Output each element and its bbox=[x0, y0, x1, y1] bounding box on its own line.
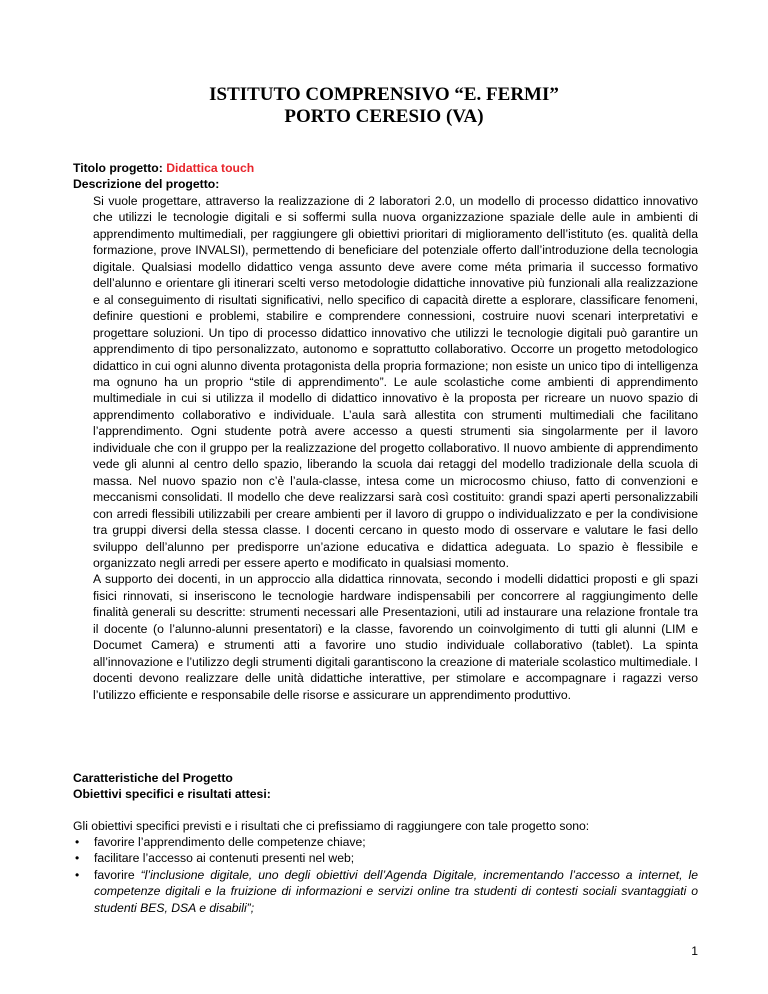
list-item-text bbox=[94, 867, 698, 916]
description-label: Descrizione del progetto: bbox=[73, 177, 220, 191]
project-description bbox=[93, 193, 698, 703]
bullet-icon: • bbox=[75, 867, 80, 882]
page-number: 1 bbox=[691, 944, 698, 958]
objectives-heading: Obiettivi specifici e risultati attesi: bbox=[73, 787, 271, 801]
school-name: ISTITUTO COMPRENSIVO “E. FERMI” bbox=[209, 84, 559, 105]
school-header bbox=[0, 84, 768, 128]
project-title-label: Titolo progetto: bbox=[73, 161, 167, 175]
description-paragraph: Si vuole progettare, attraverso la realizzazione di 2 laboratori 2.0, un modello di processo didattico innovativo che utilizzi le tecnologie digitali e si soffermi sulla nuova organizzazione spaziale delle aule in ambienti di apprendimento multimediali, per raggiungere gli obiettivi prioritari di miglioramento dell’istituto (es. qualità della formazione, prove INVALSI), permettendo di beneficiare del potenziale offerto dall’introduzione della tecnologia digitale. Qualsiasi modello didattico venga assunto deve avere come méta primaria il successo formativo dell’alunno e orientare gli itinerari scelti verso metodologie didattiche innovative più funzionali alla realizzazione e al conseguimento di risultati significativi, nello specifico di capacità dirette a esplorare, classificare fenomeni, definire questioni e problemi, stabilire e comprendere connessioni, costruire nuovi scenari interpretativi e progettare soluzioni. Un tipo di processo didattico innovativo che utilizzi le tecnologie digitali può garantire un apprendimento di tipo personalizzato, autonomo e soprattutto collaborativo. Occorre un progetto metodologico didattico in cui ogni alunno diventa protagonista della propria formazione; non esiste un unico tipo di intelligenza ma ognuno ha un proprio “stile di apprendimento”. Le aule scolastiche come ambienti di apprendimento multimediale in cui si utilizza il modello di didattico innovativo è la proposta per ricreare un nuovo spazio di apprendimento collaborativo e individuale. L’aula sarà allestita con strumenti multimediali che facilitano l’apprendimento. Ogni studente potrà avere accesso a questi strumenti sia singolarmente per il lavoro individuale che con il gruppo per la realizzazione del progetto collaborativo. Il nuovo ambiente di apprendimento vede gli alunni al centro dello spazio, liberando la scuola dai retaggi del modello tradizionale della scuola di massa. Nel nuovo spazio non c’è l’aula-classe, intesa come un microcosmo chiuso, fatto di convenzioni e meccanismi consolidati. Il modello che deve realizzarsi sarà così costituito: grandi spazi aperti personalizzabili con arredi flessibili utilizzabili per creare ambienti per il lavoro di gruppo o individualizzato e per la condivisione tra gruppi diversi della stessa classe. I docenti cercano in questo modo di osservare e valutare le fasi dello sviluppo dell’alunno per predisporre un’azione educativa e didattica adeguata. Lo spazio è flessibile e organizzato negli arredi per essere aperto e modificato in qualsiasi momento. bbox=[93, 194, 698, 570]
bullet-icon: • bbox=[75, 851, 80, 866]
project-title-line bbox=[73, 160, 254, 176]
list-item bbox=[73, 834, 698, 850]
list-item bbox=[73, 850, 698, 866]
objectives-list bbox=[73, 834, 698, 916]
bullet-icon: • bbox=[75, 835, 80, 849]
school-location: PORTO CERESIO (VA) bbox=[284, 106, 484, 127]
list-item-text: facilitare l’accesso ai contenuti presenti nel web; bbox=[94, 851, 355, 866]
list-item-text: favorire l’apprendimento delle competenze chiave; bbox=[94, 835, 366, 849]
project-title-value: Didattica touch bbox=[166, 161, 255, 175]
objectives-intro: Gli obiettivi specifici previsti e i risultati che ci prefissiamo di raggiungere con tale progetto sono: bbox=[73, 819, 590, 833]
list-item-quote: “l’inclusione digitale, uno degli obiettivi dell’Agenda Digitale, incrementando l’accesso a internet, le competenze digitali e la fruizione di informazioni e servizi online tra studenti di contesti sociali svantaggiati o studenti BES, DSA e disabili”; bbox=[94, 867, 698, 915]
list-item bbox=[73, 867, 698, 916]
list-item-lead: favorire bbox=[94, 867, 141, 882]
characteristics-heading: Caratteristiche del Progetto bbox=[73, 771, 233, 785]
description-paragraph: A supporto dei docenti, in un approccio alla didattica rinnovata, secondo i modelli didattici proposti e gli spazi fisici rinnovati, si inseriscono le tecnologie hardware indispensabili per concorrere al raggiungimento delle finalità generali su descritte: strumenti necessari alle Presentazioni, utili ad instaurare una relazione frontale tra il docente (o l’alunno-alunni presentatori) e la classe, favorendo un coinvolgimento di tutti gli alunni (LIM e Documet Camera) e strumenti atti a favorire uno studio individuale collaborativo (tablet). La spinta all’innovazione e l’utilizzo degli strumenti digitali garantiscono la creazione di materiale scolastico multimediale. I docenti devono realizzare delle unità didattiche interattive, per stimolare e accompagnare i ragazzi verso l’utilizzo efficiente e responsabile delle risorse e assicurare un apprendimento produttivo. bbox=[93, 572, 698, 702]
